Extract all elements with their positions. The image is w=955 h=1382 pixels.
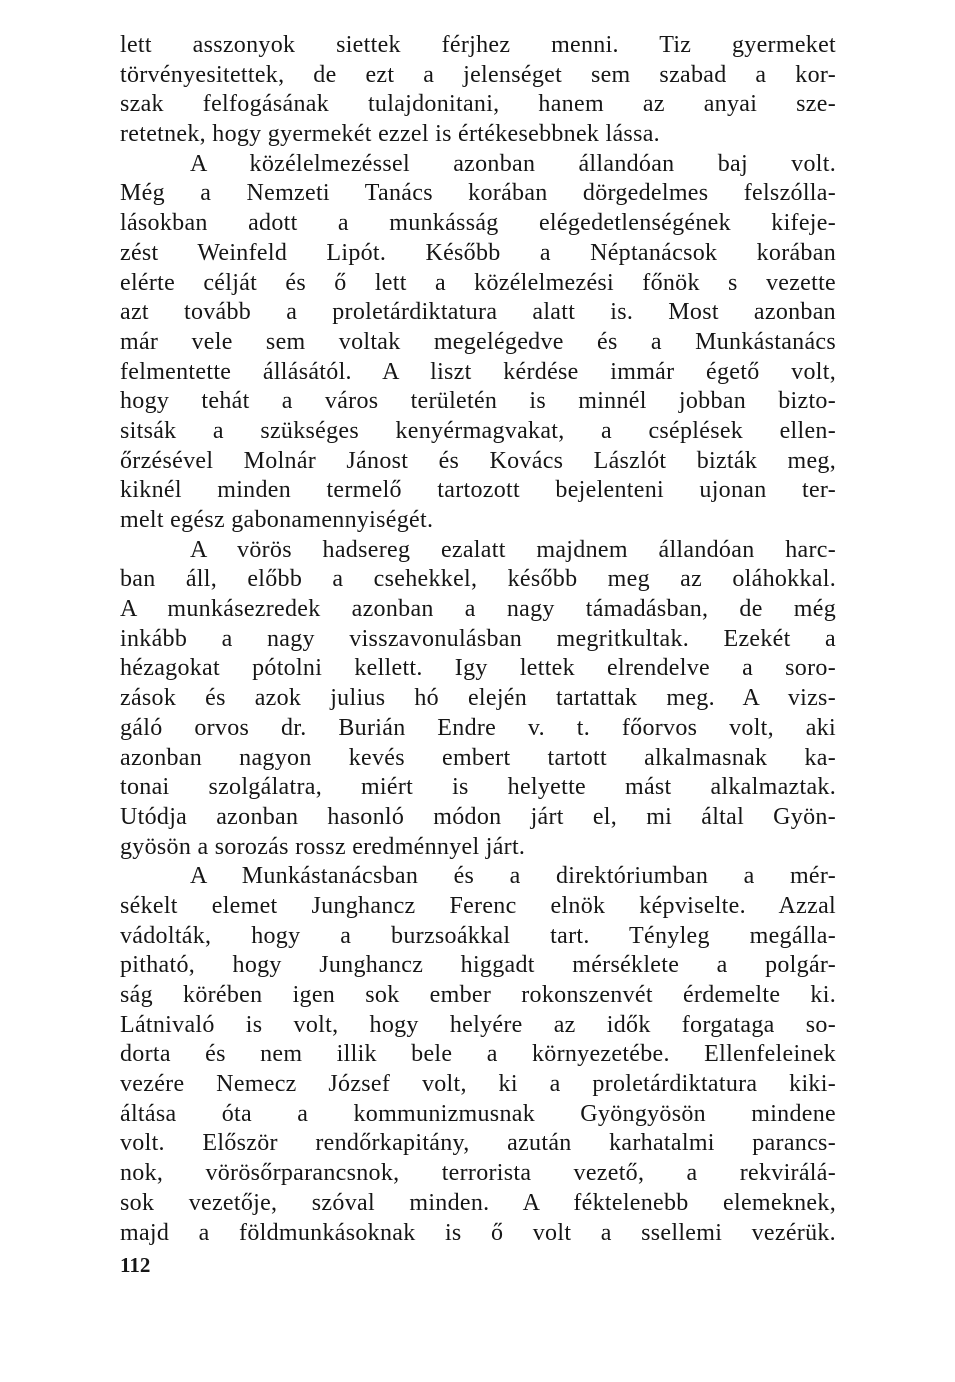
text-line: A vörös hadsereg ezalatt majdnem állandóan harc-: [190, 536, 836, 563]
text-line: őrzésével Molnár Jánost és Kovács Lászlót bizták meg,: [120, 447, 836, 474]
paragraph: [120, 31, 836, 150]
text-line: A közélelmezéssel azonban állandóan baj volt.: [190, 150, 836, 177]
paragraph: [120, 862, 836, 1248]
text-line: zést Weinfeld Lipót. Később a Néptanácsok korában: [120, 239, 836, 266]
text-line: ban áll, előbb a csehekkel, később meg az oláhokkal.: [120, 566, 836, 593]
text-line: sok vezetője, szóval minden. A féktelenebb elemeknek,: [120, 1189, 836, 1216]
text-line: kiknél minden termelő tartozott bejelenteni ujonan ter-: [120, 477, 836, 504]
text-line: nok, vörösőrparancsnok, terrorista vezető, a rekvirálá-: [120, 1160, 836, 1187]
text-line: melt egész gabonamennyiségét.: [120, 507, 434, 533]
text-line: azonban nagyon kevés embert tartott alkalmasnak ka-: [120, 744, 836, 771]
text-line: Még a Nemzeti Tanács korában dörgedelmes felszólla-: [120, 180, 836, 207]
text-line: áltása óta a kommunizmusnak Gyöngyösön mindene: [120, 1100, 836, 1127]
text-line: Látnivaló is volt, hogy helyére az idők forgataga so-: [120, 1011, 836, 1038]
text-line: törvényesitettek, de ezt a jelenséget sem szabad a kor-: [120, 61, 836, 88]
text-line: már vele sem voltak megelégedve és a Munkástanács: [120, 328, 836, 355]
text-line: szak felfogásának tulajdonitani, hanem az anyai sze-: [120, 91, 836, 118]
text-line: zások és azok julius hó elején tartattak meg. A vizs-: [120, 685, 836, 712]
text-line: lásokban adott a munkásság elégedetlenségének kifeje-: [120, 210, 836, 237]
text-line: elérte célját és ő lett a közélelmezési főnök s vezette: [120, 269, 836, 296]
text-line: gáló orvos dr. Burián Endre v. t. főorvos volt, aki: [120, 714, 836, 741]
text-line: retetnek, hogy gyermekét ezzel is értékesebbnek lássa.: [120, 121, 660, 148]
text-line: A Munkástanácsban és a direktóriumban a mér-: [190, 863, 836, 890]
paragraph: [120, 536, 836, 863]
text-line: azt tovább a proletárdiktatura alatt is. Most azonban: [120, 299, 836, 326]
text-line: A munkásezredek azonban a nagy támadásban, de még: [120, 596, 836, 623]
body-text: [120, 31, 836, 1248]
text-line: gyösön a sorozás rossz eredménnyel járt.: [120, 833, 526, 860]
text-line: inkább a nagy visszavonulásban megritkultak. Ezekét a: [120, 625, 836, 652]
text-line: majd a földmunkásoknak is ő volt a ssellemi vezérük.: [120, 1219, 836, 1246]
text-line: ság körében igen sok ember rokonszenvét érdemelte ki.: [120, 982, 836, 1008]
text-line: pitható, hogy Junghancz higgadt mérséklete a polgár-: [120, 952, 836, 979]
text-line: tonai szolgálatra, miért is helyette mást alkalmaztak.: [120, 774, 836, 801]
text-line: vezére Nemecz József volt, ki a proletárdiktatura kiki-: [120, 1071, 836, 1098]
paragraph: [120, 150, 836, 536]
text-line: felmentette állásától. A liszt kérdése immár égető volt,: [120, 358, 836, 385]
text-line: hogy tehát a város területén is minnél jobban bizto-: [120, 388, 836, 415]
text-line: volt. Először rendőrkapitány, azután karhatalmi parancs-: [120, 1130, 836, 1157]
text-line: dorta és nem illik bele a környezetébe. Ellenfeleinek: [120, 1041, 836, 1068]
text-line: hézagokat pótolni kellett. Igy lettek elrendelve a soro-: [120, 655, 836, 682]
text-line: lett asszonyok siettek férjhez menni. Tiz gyermeket: [120, 32, 836, 58]
text-line: vádolták, hogy a burzsoákkal tart. Tényleg megálla-: [120, 922, 836, 949]
text-line: Utódja azonban hasonló módon járt el, mi által Gyön-: [120, 803, 836, 830]
page-number: 112: [120, 1253, 151, 1277]
text-line: sitsák a szükséges kenyérmagvakat, a cséplések ellen-: [120, 417, 836, 444]
text-line: sékelt elemet Junghancz Ferenc elnök képviselte. Azzal: [120, 892, 836, 919]
